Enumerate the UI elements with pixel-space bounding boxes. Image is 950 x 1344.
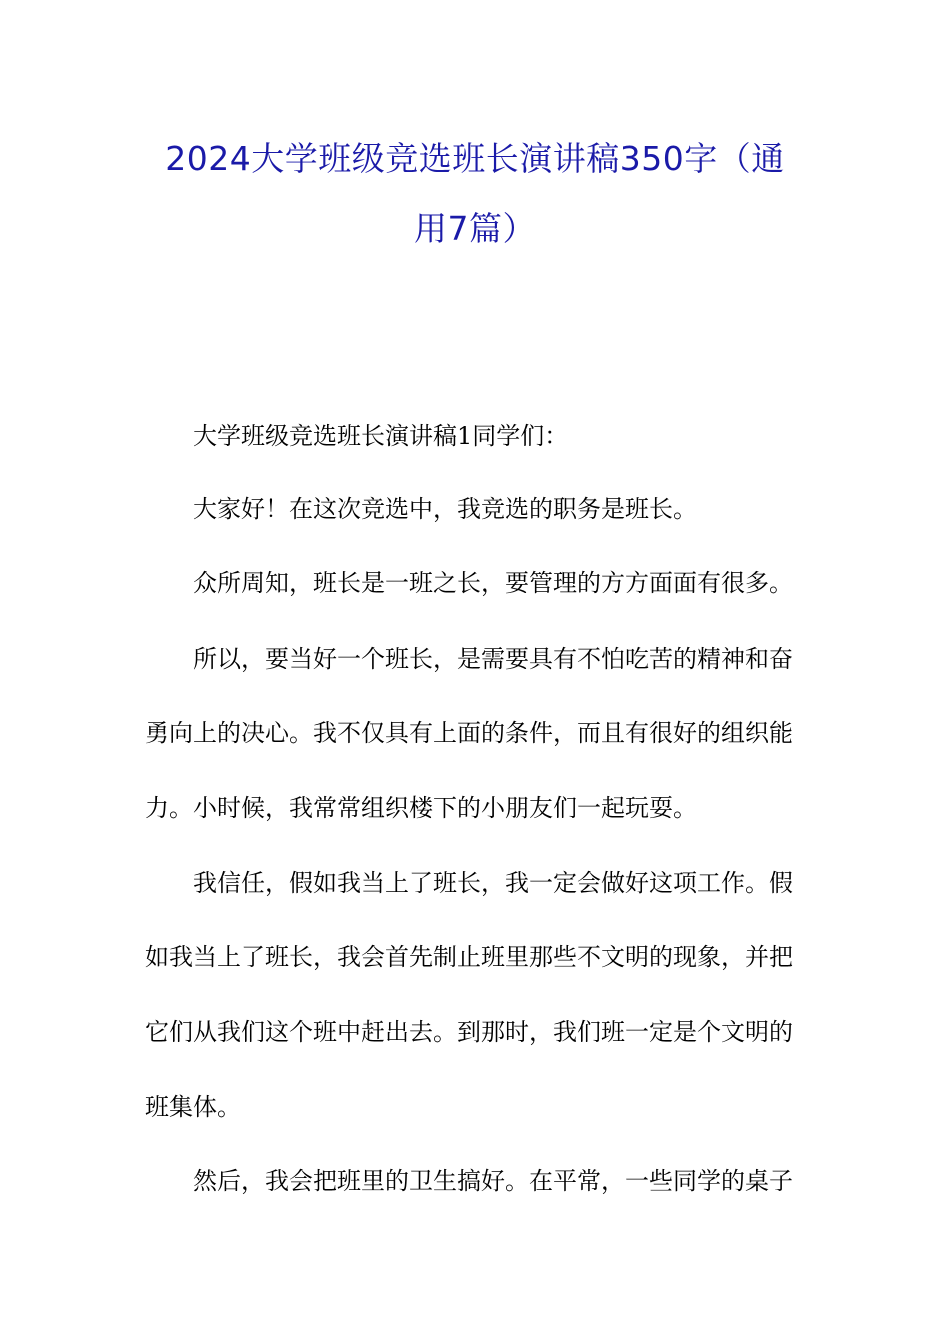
paragraph-line: 力。小时候，我常常组织楼下的小朋友们一起玩耍。 (145, 794, 697, 822)
paragraph-line: 班集体。 (145, 1093, 241, 1121)
document-title-line-2: 用7篇） (414, 209, 536, 248)
paragraph-line: 众所周知，班长是一班之长，要管理的方方面面有很多。 (193, 569, 793, 597)
paragraph-line: 它们从我们这个班中赶出去。到那时，我们班一定是个文明的 (145, 1018, 793, 1046)
paragraph-line: 如我当上了班长，我会首先制止班里那些不文明的现象，并把 (145, 943, 793, 971)
paragraph-line: 我信任，假如我当上了班长，我一定会做好这项工作。假 (193, 869, 793, 897)
paragraph-line: 大家好！在这次竞选中，我竞选的职务是班长。 (193, 495, 697, 523)
paragraph-line: 然后，我会把班里的卫生搞好。在平常，一些同学的桌子 (193, 1167, 793, 1195)
paragraph-line: 所以，要当好一个班长，是需要具有不怕吃苦的精神和奋 (193, 645, 793, 673)
paragraph-line: 勇向上的决心。我不仅具有上面的条件，而且有很好的组织能 (145, 719, 793, 747)
document-title-line-1: 2024大学班级竞选班长演讲稿350字（通 (165, 139, 785, 178)
paragraph-line: 大学班级竞选班长演讲稿1同学们： (193, 422, 569, 450)
